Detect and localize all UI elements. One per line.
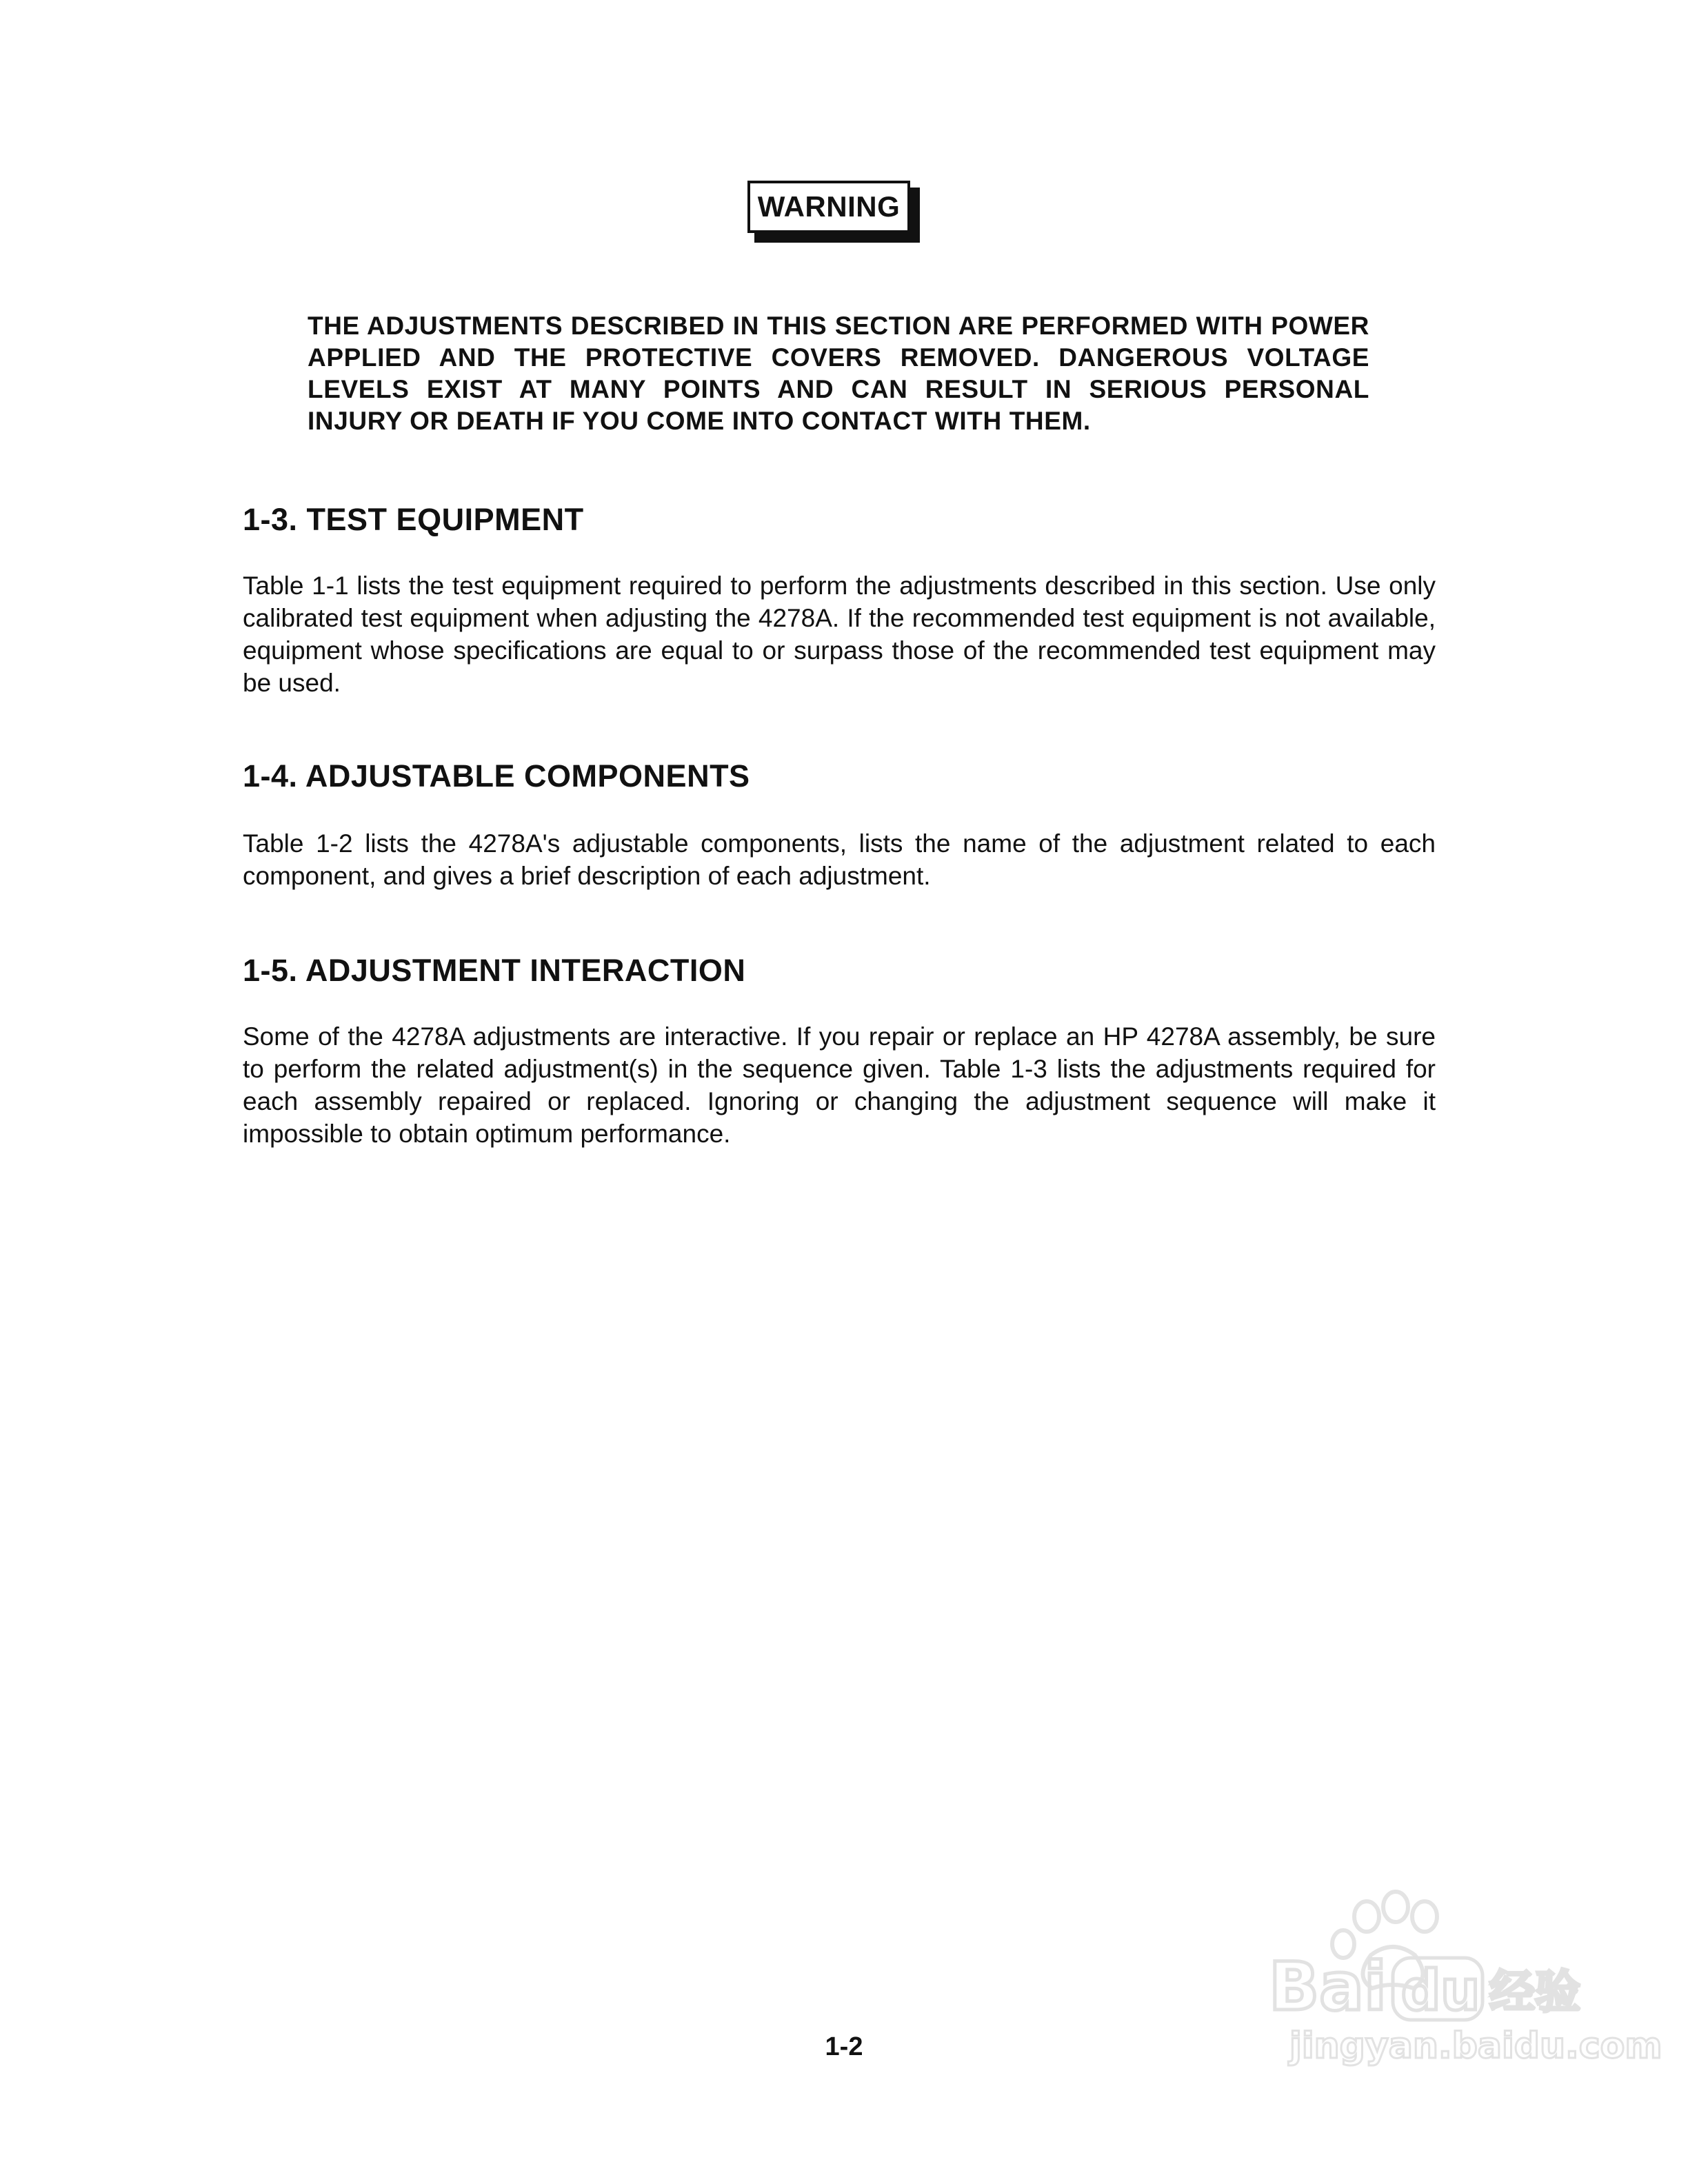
page-number: 1-2 [825, 2032, 863, 2061]
baidu-watermark-logo [1186, 1889, 1662, 2068]
section-heading-adjustable-components: 1-4. ADJUSTABLE COMPONENTS [243, 758, 750, 793]
warning-paragraph: THE ADJUSTMENTS DESCRIBED IN THIS SECTION ARE PERFORMED WITH POWER APPLIED AND THE PROTECTIVE COVERS REMOVED. DANGEROUS VOLTAGE LEVELS EXIST AT MANY POINTS AND CAN RESULT IN SERIOUS PERSONAL INJURY OR DEATH IF YOU COME INTO CONTACT WITH THEM. [308, 312, 1369, 435]
svg-text:经验: 经验 [1489, 1965, 1580, 2019]
section-body-adjustment-interaction: Some of the 4278A adjustments are interactive. If you repair or replace an HP 4278A assembly, be sure to perform the related adjustment(s) in the sequence given. Table 1-3 lists the adjustments required for each assembly repaired or replaced. Ignoring or changing the adjustment sequence will make it impossible to obtain optimum performance. [243, 1022, 1436, 1148]
warning-label-text: WARNING [747, 181, 910, 233]
section-heading-adjustment-interaction: 1-5. ADJUSTMENT INTERACTION [243, 953, 746, 988]
section-heading-test-equipment: 1-3. TEST EQUIPMENT [243, 502, 584, 537]
svg-text:jingyan.baidu.com: jingyan.baidu.com [1289, 2025, 1662, 2067]
section-body-adjustable-components: Table 1-2 lists the 4278A's adjustable components, lists the name of the adjustment related to each component, and gives a brief description of each adjustment. [243, 829, 1436, 890]
section-body-test-equipment: Table 1-1 lists the test equipment required to perform the adjustments described in this section. Use only calibrated test equipment when adjusting the 4278A. If the recommended test equipment is not available, equipment whose specifications are equal to or surpass those of the recommended test equipment may be used. [243, 572, 1436, 697]
warning-label [747, 181, 921, 244]
svg-text:du: du [1401, 1959, 1480, 2023]
watermark-brand: Bai [1269, 1948, 1387, 2025]
